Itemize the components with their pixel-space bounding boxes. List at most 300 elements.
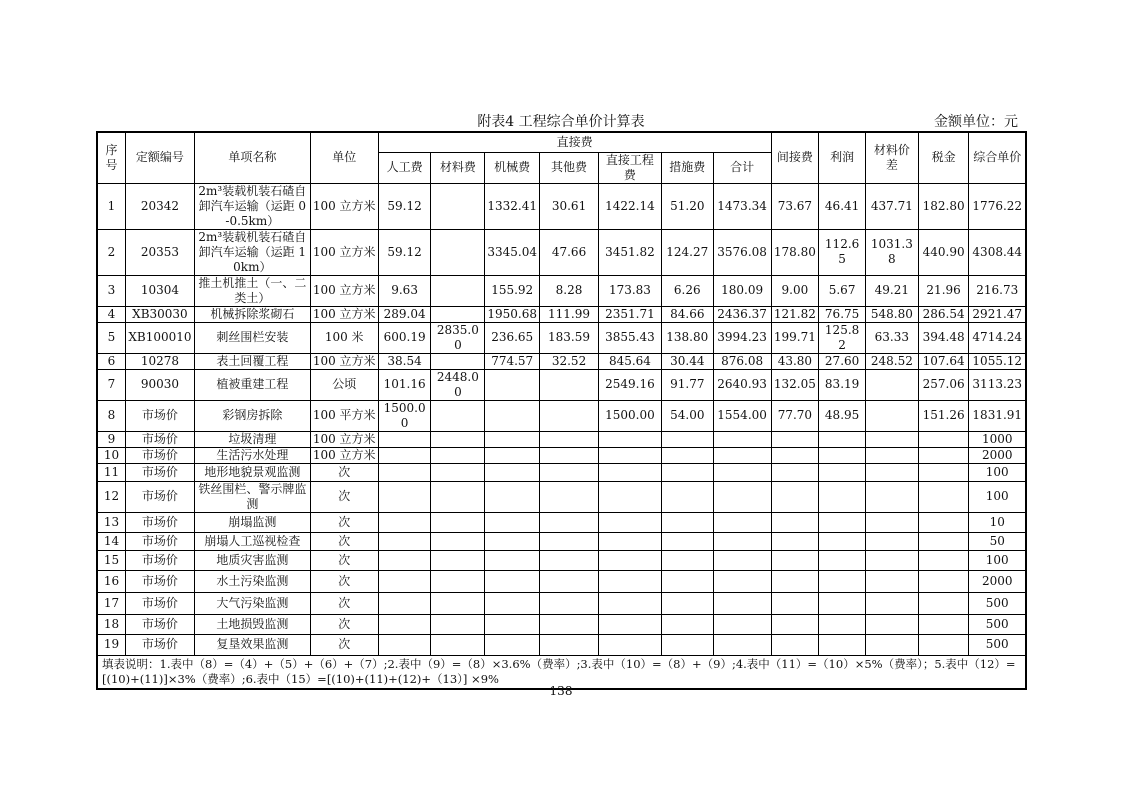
table-cell: 10	[97, 447, 125, 463]
table-cell: 876.08	[713, 353, 771, 369]
table-cell: 100 平方米	[310, 400, 378, 431]
table-cell	[661, 570, 713, 592]
table-cell: 20353	[125, 229, 194, 275]
table-cell	[918, 431, 969, 447]
currency-unit-label: 金额单位：元	[934, 114, 1018, 130]
table-cell: 100 立方米	[310, 431, 378, 447]
table-cell: 崩塌监测	[194, 512, 310, 532]
table-cell: 机械拆除浆砌石	[194, 306, 310, 322]
table-cell: 236.65	[485, 322, 540, 353]
table-cell: 100	[969, 550, 1026, 570]
table-cell	[485, 614, 540, 634]
table-cell	[819, 570, 866, 592]
table-cell: 124.27	[661, 229, 713, 275]
table-cell: 1473.34	[713, 183, 771, 229]
table-cell	[598, 592, 661, 614]
table-cell: 125.82	[819, 322, 866, 353]
table-row	[97, 532, 1026, 550]
table-cell	[918, 463, 969, 481]
table-cell: 257.06	[918, 369, 969, 400]
fill-instructions: 填表说明：1.表中（8）=（4）+（5）+（6）+（7）;2.表中（9）=（8）×3.6%（费率）;3.表中（10）=（8）+（9）;4.表中（11）=（10）×5%（费率）；5.表中（12）=[(10)+(11)]×3%（费率）;6.表中（15）=[(10)+(11)+(12)+（13）] ×9%	[97, 655, 1026, 689]
table-row	[97, 463, 1026, 481]
table-cell	[540, 512, 599, 532]
header-unit: 单位	[310, 132, 378, 183]
table-cell	[918, 634, 969, 655]
table-cell: 500	[969, 592, 1026, 614]
table-cell	[819, 512, 866, 532]
table-cell: 2640.93	[713, 369, 771, 400]
table-cell	[431, 353, 485, 369]
table-cell	[771, 463, 819, 481]
table-cell: 1776.22	[969, 183, 1026, 229]
table-cell: 10304	[125, 275, 194, 306]
table-cell: 2000	[969, 570, 1026, 592]
table-cell: 111.99	[540, 306, 599, 322]
table-cell: 16	[97, 570, 125, 592]
table-cell: 63.33	[865, 322, 918, 353]
table-cell: 1500.00	[598, 400, 661, 431]
table-cell	[713, 592, 771, 614]
table-cell: 14	[97, 532, 125, 550]
table-cell	[819, 634, 866, 655]
table-cell: 3	[97, 275, 125, 306]
table-cell	[485, 592, 540, 614]
table-cell	[819, 447, 866, 463]
table-cell	[865, 532, 918, 550]
table-cell: 市场价	[125, 463, 194, 481]
table-cell: 市场价	[125, 634, 194, 655]
table-cell: 3576.08	[713, 229, 771, 275]
table-cell: 7	[97, 369, 125, 400]
table-cell	[865, 570, 918, 592]
table-cell: 5.67	[819, 275, 866, 306]
table-cell: 500	[969, 634, 1026, 655]
table-cell: 183.59	[540, 322, 599, 353]
table-cell: 市场价	[125, 550, 194, 570]
table-cell: 2351.71	[598, 306, 661, 322]
table-cell: 30.44	[661, 353, 713, 369]
table-cell: 推土机推土（一、二类土）	[194, 275, 310, 306]
table-cell: 市场价	[125, 400, 194, 431]
table-cell: 600.19	[378, 322, 431, 353]
table-cell	[918, 481, 969, 512]
table-cell	[713, 481, 771, 512]
table-cell	[713, 634, 771, 655]
table-cell: 289.04	[378, 306, 431, 322]
table-cell: 216.73	[969, 275, 1026, 306]
table-cell	[598, 634, 661, 655]
table-cell	[598, 481, 661, 512]
table-cell	[431, 306, 485, 322]
table-cell: 3113.23	[969, 369, 1026, 400]
table-cell: 公顷	[310, 369, 378, 400]
table-cell	[485, 447, 540, 463]
table-cell: 次	[310, 512, 378, 532]
table-cell: 1422.14	[598, 183, 661, 229]
table-cell: 27.60	[819, 353, 866, 369]
table-cell: 水土污染监测	[194, 570, 310, 592]
table-cell: 199.71	[771, 322, 819, 353]
table-cell	[485, 463, 540, 481]
unit-price-table	[96, 131, 1027, 690]
table-cell: 19	[97, 634, 125, 655]
table-cell: 91.77	[661, 369, 713, 400]
table-cell: 15	[97, 550, 125, 570]
table-cell	[598, 570, 661, 592]
table-cell	[431, 447, 485, 463]
table-cell	[598, 447, 661, 463]
page-number: 138	[549, 684, 573, 698]
header-subtotal: 合计	[713, 152, 771, 183]
table-cell: 43.80	[771, 353, 819, 369]
table-cell	[485, 481, 540, 512]
table-cell	[378, 431, 431, 447]
table-cell: 土地损毁监测	[194, 614, 310, 634]
table-cell	[713, 512, 771, 532]
table-cell	[378, 463, 431, 481]
table-cell: 4308.44	[969, 229, 1026, 275]
table-cell	[918, 570, 969, 592]
table-cell: 84.66	[661, 306, 713, 322]
table-cell	[865, 512, 918, 532]
table-cell: 崩塌人工巡视检查	[194, 532, 310, 550]
table-cell	[865, 634, 918, 655]
table-cell	[713, 570, 771, 592]
table-cell: 100 立方米	[310, 353, 378, 369]
table-cell: 107.64	[918, 353, 969, 369]
table-cell: 2m³装载机装石碴自卸汽车运输（运距 0-0.5km）	[194, 183, 310, 229]
table-cell: 1332.41	[485, 183, 540, 229]
table-cell	[819, 532, 866, 550]
table-cell: XB100010	[125, 322, 194, 353]
table-cell: 1500.00	[378, 400, 431, 431]
table-cell: 774.57	[485, 353, 540, 369]
table-cell	[865, 447, 918, 463]
table-cell: 173.83	[598, 275, 661, 306]
table-cell	[378, 592, 431, 614]
table-cell: 77.70	[771, 400, 819, 431]
table-cell: 9.63	[378, 275, 431, 306]
table-cell	[661, 634, 713, 655]
table-cell: 6.26	[661, 275, 713, 306]
table-cell: 59.12	[378, 183, 431, 229]
table-cell	[661, 532, 713, 550]
table-cell	[540, 400, 599, 431]
table-cell	[431, 229, 485, 275]
table-cell: 市场价	[125, 431, 194, 447]
table-cell: 6	[97, 353, 125, 369]
table-cell: 112.65	[819, 229, 866, 275]
table-cell: 54.00	[661, 400, 713, 431]
table-cell: 次	[310, 532, 378, 550]
table-cell: 植被重建工程	[194, 369, 310, 400]
table-row	[97, 481, 1026, 512]
table-cell	[540, 369, 599, 400]
table-cell: 铁丝围栏、警示牌监测	[194, 481, 310, 512]
table-cell	[713, 463, 771, 481]
table-cell: 10	[969, 512, 1026, 532]
table-cell: 生活污水处理	[194, 447, 310, 463]
table-cell: 2448.00	[431, 369, 485, 400]
table-cell: 11	[97, 463, 125, 481]
table-cell: 21.96	[918, 275, 969, 306]
header-measures: 措施费	[661, 152, 713, 183]
table-cell: 394.48	[918, 322, 969, 353]
table-cell	[378, 512, 431, 532]
table-cell: 次	[310, 463, 378, 481]
table-cell: 132.05	[771, 369, 819, 400]
table-cell	[865, 614, 918, 634]
table-cell: 182.80	[918, 183, 969, 229]
table-cell: 9.00	[771, 275, 819, 306]
table-cell	[378, 481, 431, 512]
table-cell	[918, 550, 969, 570]
table-cell	[661, 512, 713, 532]
table-cell: 47.66	[540, 229, 599, 275]
table-cell	[918, 592, 969, 614]
table-body	[97, 183, 1026, 655]
table-cell	[540, 532, 599, 550]
table-cell	[378, 550, 431, 570]
table-row	[97, 570, 1026, 592]
table-cell	[485, 431, 540, 447]
table-cell	[431, 481, 485, 512]
table-cell	[378, 614, 431, 634]
table-cell	[865, 431, 918, 447]
table-cell	[819, 481, 866, 512]
table-cell	[865, 592, 918, 614]
table-cell	[771, 634, 819, 655]
table-cell: 248.52	[865, 353, 918, 369]
table-cell: 46.41	[819, 183, 866, 229]
table-cell	[431, 512, 485, 532]
table-row	[97, 322, 1026, 353]
table-row	[97, 229, 1026, 275]
table-cell	[540, 614, 599, 634]
table-cell	[485, 550, 540, 570]
table-cell	[918, 512, 969, 532]
table-cell	[865, 481, 918, 512]
table-cell	[540, 634, 599, 655]
table-cell: 市场价	[125, 481, 194, 512]
table-cell: 9	[97, 431, 125, 447]
table-cell	[713, 550, 771, 570]
table-cell: 100 立方米	[310, 229, 378, 275]
table-cell	[431, 570, 485, 592]
table-cell: 50	[969, 532, 1026, 550]
header-tax: 税金	[918, 132, 969, 183]
table-cell: 138.80	[661, 322, 713, 353]
table-cell: 次	[310, 634, 378, 655]
table-cell: 49.21	[865, 275, 918, 306]
table-cell: 3451.82	[598, 229, 661, 275]
header-machine: 机械费	[485, 152, 540, 183]
table-cell: 4	[97, 306, 125, 322]
table-cell	[540, 463, 599, 481]
table-cell: 地形地貌景观监测	[194, 463, 310, 481]
table-cell: 51.20	[661, 183, 713, 229]
table-cell	[713, 532, 771, 550]
table-cell	[819, 431, 866, 447]
table-cell	[661, 447, 713, 463]
table-cell	[598, 532, 661, 550]
table-cell: 8.28	[540, 275, 599, 306]
table-cell	[431, 183, 485, 229]
table-cell	[540, 431, 599, 447]
table-cell: 次	[310, 592, 378, 614]
table-row	[97, 550, 1026, 570]
table-cell	[431, 431, 485, 447]
table-cell	[771, 447, 819, 463]
table-row	[97, 634, 1026, 655]
table-cell: 刺丝围栏安装	[194, 322, 310, 353]
table-cell: 1554.00	[713, 400, 771, 431]
table-cell	[865, 369, 918, 400]
table-cell: 437.71	[865, 183, 918, 229]
table-cell	[819, 614, 866, 634]
header-direct-engineering: 直接工程费	[598, 152, 661, 183]
table-cell: 次	[310, 481, 378, 512]
table-row	[97, 306, 1026, 322]
table-cell: 3855.43	[598, 322, 661, 353]
header-indirect: 间接费	[771, 132, 819, 183]
table-cell: 38.54	[378, 353, 431, 369]
table-cell	[431, 634, 485, 655]
table-row	[97, 275, 1026, 306]
table-row	[97, 400, 1026, 431]
table-cell: 1000	[969, 431, 1026, 447]
table-cell: 4714.24	[969, 322, 1026, 353]
table-cell: 20342	[125, 183, 194, 229]
table-cell	[819, 592, 866, 614]
table-cell: 5	[97, 322, 125, 353]
table-cell: 18	[97, 614, 125, 634]
table-cell	[661, 431, 713, 447]
table-cell: 90030	[125, 369, 194, 400]
table-row	[97, 183, 1026, 229]
table-cell: 3994.23	[713, 322, 771, 353]
table-cell: 1831.91	[969, 400, 1026, 431]
table-cell: 100 立方米	[310, 447, 378, 463]
table-cell: 76.75	[819, 306, 866, 322]
table-cell	[485, 634, 540, 655]
table-cell: 155.92	[485, 275, 540, 306]
table-cell	[540, 447, 599, 463]
table-cell: 30.61	[540, 183, 599, 229]
table-cell: 市场价	[125, 592, 194, 614]
table-cell	[865, 463, 918, 481]
table-cell	[431, 275, 485, 306]
table-cell: 73.67	[771, 183, 819, 229]
table-cell: 286.54	[918, 306, 969, 322]
table-cell: 12	[97, 481, 125, 512]
table-row	[97, 431, 1026, 447]
table-cell: 100 米	[310, 322, 378, 353]
table-cell	[771, 431, 819, 447]
table-cell	[598, 550, 661, 570]
table-cell: XB30030	[125, 306, 194, 322]
header-material: 材料费	[431, 152, 485, 183]
table-cell	[485, 400, 540, 431]
table-cell	[431, 592, 485, 614]
header-unit-price: 综合单价	[969, 132, 1026, 183]
table-cell: 59.12	[378, 229, 431, 275]
table-cell	[661, 550, 713, 570]
table-cell: 1950.68	[485, 306, 540, 322]
table-cell: 市场价	[125, 570, 194, 592]
table-cell: 121.82	[771, 306, 819, 322]
table-cell: 100	[969, 481, 1026, 512]
table-cell: 彩钢房拆除	[194, 400, 310, 431]
table-cell: 178.80	[771, 229, 819, 275]
table-cell	[485, 369, 540, 400]
table-cell	[431, 400, 485, 431]
table-cell	[598, 512, 661, 532]
table-cell: 1055.12	[969, 353, 1026, 369]
table-cell: 垃圾清理	[194, 431, 310, 447]
table-cell	[713, 431, 771, 447]
table-cell: 151.26	[918, 400, 969, 431]
table-row	[97, 447, 1026, 463]
table-cell: 100 立方米	[310, 306, 378, 322]
table-cell: 次	[310, 550, 378, 570]
table-cell: 2921.47	[969, 306, 1026, 322]
table-cell	[661, 592, 713, 614]
table-cell	[378, 447, 431, 463]
table-cell: 1031.38	[865, 229, 918, 275]
table-cell: 表土回覆工程	[194, 353, 310, 369]
header-profit: 利润	[819, 132, 866, 183]
table-cell	[918, 532, 969, 550]
header-labor: 人工费	[378, 152, 431, 183]
table-cell	[431, 532, 485, 550]
table-cell: 复垦效果监测	[194, 634, 310, 655]
table-cell	[540, 550, 599, 570]
table-cell: 548.80	[865, 306, 918, 322]
header-name: 单项名称	[194, 132, 310, 183]
table-cell: 100	[969, 463, 1026, 481]
table-cell: 大气污染监测	[194, 592, 310, 614]
table-cell: 市场价	[125, 447, 194, 463]
table-cell	[819, 463, 866, 481]
table-cell: 次	[310, 614, 378, 634]
table-cell	[661, 614, 713, 634]
header-code: 定额编号	[125, 132, 194, 183]
table-cell	[819, 550, 866, 570]
table-cell: 3345.04	[485, 229, 540, 275]
table-cell	[918, 614, 969, 634]
table-cell: 2000	[969, 447, 1026, 463]
table-title: 附表4 工程综合单价计算表	[477, 114, 645, 130]
table-cell: 2835.00	[431, 322, 485, 353]
table-cell	[771, 481, 819, 512]
table-row	[97, 353, 1026, 369]
table-cell	[713, 614, 771, 634]
table-cell	[378, 570, 431, 592]
table-cell: 1	[97, 183, 125, 229]
table-cell	[771, 614, 819, 634]
header-seq: 序号	[97, 132, 125, 183]
table-cell	[485, 532, 540, 550]
table-cell: 2	[97, 229, 125, 275]
table-cell	[540, 481, 599, 512]
table-cell	[598, 463, 661, 481]
table-cell	[485, 570, 540, 592]
table-cell: 市场价	[125, 614, 194, 634]
table-row	[97, 512, 1026, 532]
table-cell	[431, 614, 485, 634]
table-cell	[865, 550, 918, 570]
